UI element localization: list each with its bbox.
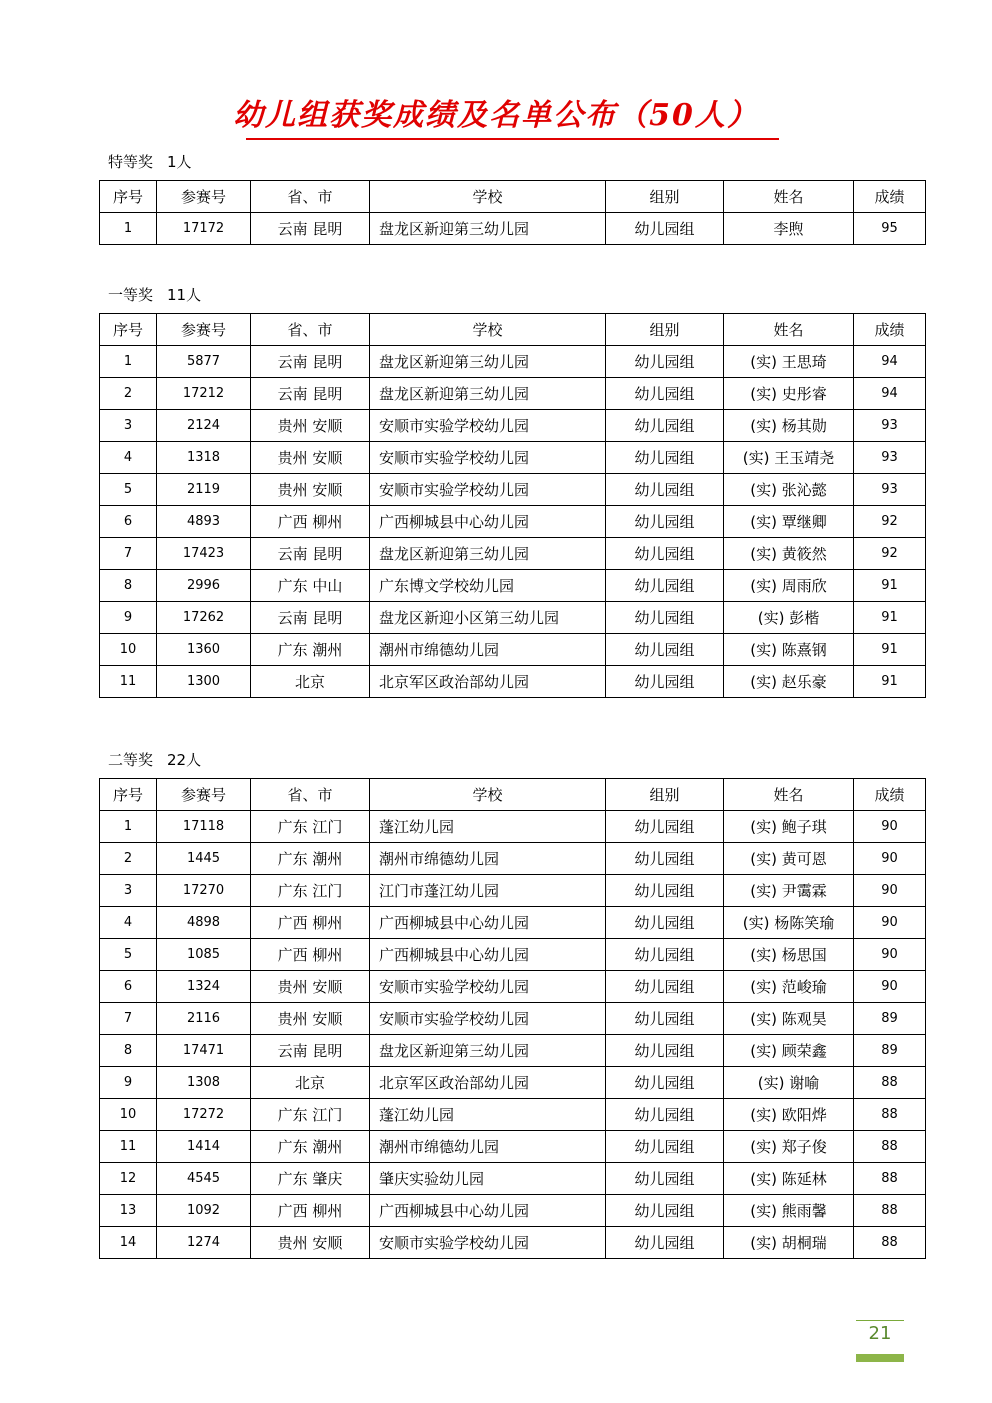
- table-cell: (实) 顾荣鑫: [724, 1035, 854, 1067]
- table-cell: 云南 昆明: [251, 346, 370, 378]
- table-cell: 幼儿园组: [606, 213, 724, 245]
- table-cell: 江门市蓬江幼儿园: [370, 875, 606, 907]
- table-cell: 安顺市实验学校幼儿园: [370, 971, 606, 1003]
- table-cell: 广东 中山: [251, 570, 370, 602]
- table-cell: (实) 陈观昊: [724, 1003, 854, 1035]
- table-row: [100, 1163, 926, 1195]
- table-cell: 17172: [157, 213, 251, 245]
- table-row: [100, 1067, 926, 1099]
- table-row: [100, 843, 926, 875]
- table-cell: 12: [100, 1163, 157, 1195]
- column-header: 姓名: [724, 779, 854, 811]
- table-cell: 幼儿园组: [606, 1099, 724, 1131]
- column-header: 学校: [370, 779, 606, 811]
- table-cell: 92: [854, 506, 926, 538]
- table-cell: 4898: [157, 907, 251, 939]
- table-row: [100, 939, 926, 971]
- table-cell: 广西柳城县中心幼儿园: [370, 1195, 606, 1227]
- column-header: 序号: [100, 181, 157, 213]
- table-cell: 贵州 安顺: [251, 410, 370, 442]
- table-cell: 4: [100, 907, 157, 939]
- column-header: 组别: [606, 779, 724, 811]
- table-cell: 17212: [157, 378, 251, 410]
- table-cell: 3: [100, 875, 157, 907]
- table-cell: 17272: [157, 1099, 251, 1131]
- table-cell: 88: [854, 1099, 926, 1131]
- table-cell: 广东 江门: [251, 1099, 370, 1131]
- column-header: 成绩: [854, 779, 926, 811]
- table-cell: 14: [100, 1227, 157, 1259]
- table-cell: 94: [854, 346, 926, 378]
- column-header: 成绩: [854, 314, 926, 346]
- table-row: [100, 875, 926, 907]
- table-cell: 幼儿园组: [606, 410, 724, 442]
- table-cell: 1445: [157, 843, 251, 875]
- table-row: [100, 506, 926, 538]
- table-cell: 88: [854, 1195, 926, 1227]
- table-cell: 广西 柳州: [251, 907, 370, 939]
- table-cell: 盘龙区新迎第三幼儿园: [370, 538, 606, 570]
- page-number: 21: [868, 1323, 892, 1344]
- table-cell: 幼儿园组: [606, 1003, 724, 1035]
- table-cell: (实) 范峻瑜: [724, 971, 854, 1003]
- table-row: [100, 666, 926, 698]
- table-cell: (实) 欧阳烨: [724, 1099, 854, 1131]
- table-cell: 17270: [157, 875, 251, 907]
- table-cell: (实) 杨思国: [724, 939, 854, 971]
- table-cell: 盘龙区新迎第三幼儿园: [370, 378, 606, 410]
- table-cell: 幼儿园组: [606, 971, 724, 1003]
- table-cell: 1: [100, 213, 157, 245]
- table-cell: 6: [100, 971, 157, 1003]
- table-cell: 幼儿园组: [606, 1035, 724, 1067]
- page-title: 幼儿组获奖成绩及名单公布（50人）: [233, 98, 759, 133]
- table-cell: 潮州市绵德幼儿园: [370, 1131, 606, 1163]
- table-header-row: [100, 779, 926, 811]
- table-cell: 幼儿园组: [606, 939, 724, 971]
- table-cell: (实) 覃继卿: [724, 506, 854, 538]
- table-row: [100, 1195, 926, 1227]
- table-cell: 北京: [251, 1067, 370, 1099]
- table-cell: 贵州 安顺: [251, 1003, 370, 1035]
- table-cell: 6: [100, 506, 157, 538]
- table-cell: (实) 杨其勋: [724, 410, 854, 442]
- table-cell: 云南 昆明: [251, 378, 370, 410]
- table-cell: 幼儿园组: [606, 875, 724, 907]
- table-row: [100, 907, 926, 939]
- table-cell: 幼儿园组: [606, 442, 724, 474]
- table-cell: (实) 杨陈笑瑜: [724, 907, 854, 939]
- table-cell: 安顺市实验学校幼儿园: [370, 410, 606, 442]
- table-cell: 贵州 安顺: [251, 971, 370, 1003]
- table-cell: 贵州 安顺: [251, 442, 370, 474]
- table-cell: 91: [854, 634, 926, 666]
- table-cell: 广西柳城县中心幼儿园: [370, 907, 606, 939]
- section-label: [108, 285, 201, 305]
- table-row: [100, 971, 926, 1003]
- table-cell: 8: [100, 1035, 157, 1067]
- table-cell: 幼儿园组: [606, 506, 724, 538]
- table-cell: 92: [854, 538, 926, 570]
- column-header: 学校: [370, 181, 606, 213]
- table-cell: 幼儿园组: [606, 666, 724, 698]
- table-cell: 90: [854, 939, 926, 971]
- table-cell: 2: [100, 843, 157, 875]
- table-cell: 2: [100, 378, 157, 410]
- award-level: 二等奖: [108, 751, 154, 769]
- table-cell: (实) 黄可恩: [724, 843, 854, 875]
- table-cell: 云南 昆明: [251, 1035, 370, 1067]
- award-level: 特等奖: [108, 153, 154, 171]
- table-cell: 17262: [157, 602, 251, 634]
- table-cell: 幼儿园组: [606, 907, 724, 939]
- table-cell: 94: [854, 378, 926, 410]
- column-header: 组别: [606, 181, 724, 213]
- table-cell: 13: [100, 1195, 157, 1227]
- table-cell: (实) 谢喻: [724, 1067, 854, 1099]
- table-cell: 11: [100, 666, 157, 698]
- table-cell: 5: [100, 939, 157, 971]
- table-cell: 17118: [157, 811, 251, 843]
- award-table: [99, 313, 926, 698]
- table-cell: 91: [854, 666, 926, 698]
- column-header: 序号: [100, 779, 157, 811]
- table-cell: 17423: [157, 538, 251, 570]
- table-cell: 91: [854, 602, 926, 634]
- table-cell: 幼儿园组: [606, 1067, 724, 1099]
- table-cell: 90: [854, 811, 926, 843]
- table-cell: 幼儿园组: [606, 346, 724, 378]
- page-number-bar: [856, 1354, 904, 1362]
- table-cell: 北京: [251, 666, 370, 698]
- table-cell: (实) 史彤睿: [724, 378, 854, 410]
- table-cell: 5877: [157, 346, 251, 378]
- table-cell: (实) 尹霭霖: [724, 875, 854, 907]
- table-row: [100, 538, 926, 570]
- table-cell: 幼儿园组: [606, 378, 724, 410]
- table-cell: 安顺市实验学校幼儿园: [370, 442, 606, 474]
- table-cell: 93: [854, 474, 926, 506]
- table-cell: 2124: [157, 410, 251, 442]
- table-cell: (实) 陈延林: [724, 1163, 854, 1195]
- table-cell: 11: [100, 1131, 157, 1163]
- table-cell: 90: [854, 907, 926, 939]
- column-header: 姓名: [724, 314, 854, 346]
- table-cell: 蓬江幼儿园: [370, 1099, 606, 1131]
- table-cell: 1085: [157, 939, 251, 971]
- table-cell: (实) 王思琦: [724, 346, 854, 378]
- table-cell: 幼儿园组: [606, 1227, 724, 1259]
- table-cell: 9: [100, 602, 157, 634]
- column-header: 参赛号: [157, 181, 251, 213]
- column-header: 成绩: [854, 181, 926, 213]
- table-cell: (实) 胡桐瑞: [724, 1227, 854, 1259]
- table-cell: 蓬江幼儿园: [370, 811, 606, 843]
- table-row: [100, 602, 926, 634]
- table-cell: 安顺市实验学校幼儿园: [370, 474, 606, 506]
- table-cell: 幼儿园组: [606, 1163, 724, 1195]
- table-cell: (实) 张沁懿: [724, 474, 854, 506]
- table-cell: 广西 柳州: [251, 506, 370, 538]
- table-cell: 广东 潮州: [251, 634, 370, 666]
- table-row: [100, 213, 926, 245]
- table-cell: 广东博文学校幼儿园: [370, 570, 606, 602]
- table-cell: 1: [100, 346, 157, 378]
- table-cell: 95: [854, 213, 926, 245]
- column-header: 组别: [606, 314, 724, 346]
- table-cell: (实) 彭楷: [724, 602, 854, 634]
- column-header: 省、市: [251, 779, 370, 811]
- table-cell: 幼儿园组: [606, 811, 724, 843]
- table-cell: 肇庆实验幼儿园: [370, 1163, 606, 1195]
- column-header: 省、市: [251, 314, 370, 346]
- table-cell: (实) 黄筱然: [724, 538, 854, 570]
- table-cell: 1300: [157, 666, 251, 698]
- table-cell: 4: [100, 442, 157, 474]
- table-cell: 盘龙区新迎小区第三幼儿园: [370, 602, 606, 634]
- table-cell: 潮州市绵德幼儿园: [370, 843, 606, 875]
- table-cell: 4545: [157, 1163, 251, 1195]
- table-row: [100, 570, 926, 602]
- table-cell: 93: [854, 410, 926, 442]
- table-cell: 90: [854, 843, 926, 875]
- table-cell: (实) 鲍子琪: [724, 811, 854, 843]
- table-cell: 2116: [157, 1003, 251, 1035]
- award-count: 22人: [167, 751, 202, 769]
- table-cell: 90: [854, 971, 926, 1003]
- table-cell: 7: [100, 538, 157, 570]
- table-cell: 盘龙区新迎第三幼儿园: [370, 213, 606, 245]
- table-cell: 北京军区政治部幼儿园: [370, 1067, 606, 1099]
- page-number-top-line: [856, 1320, 904, 1321]
- table-cell: 幼儿园组: [606, 1131, 724, 1163]
- table-cell: 安顺市实验学校幼儿园: [370, 1003, 606, 1035]
- table-row: [100, 1131, 926, 1163]
- table-cell: 88: [854, 1131, 926, 1163]
- table-cell: 1324: [157, 971, 251, 1003]
- table-cell: (实) 郑子俊: [724, 1131, 854, 1163]
- table-cell: 幼儿园组: [606, 538, 724, 570]
- table-cell: 90: [854, 875, 926, 907]
- table-cell: 10: [100, 634, 157, 666]
- table-cell: 幼儿园组: [606, 634, 724, 666]
- table-cell: 潮州市绵德幼儿园: [370, 634, 606, 666]
- table-cell: 93: [854, 442, 926, 474]
- table-cell: 1092: [157, 1195, 251, 1227]
- table-cell: 云南 昆明: [251, 602, 370, 634]
- award-table: [99, 778, 926, 1259]
- column-header: 参赛号: [157, 314, 251, 346]
- table-cell: (实) 赵乐豪: [724, 666, 854, 698]
- table-cell: (实) 周雨欣: [724, 570, 854, 602]
- table-row: [100, 811, 926, 843]
- table-cell: 广西 柳州: [251, 1195, 370, 1227]
- table-cell: 广东 江门: [251, 875, 370, 907]
- table-row: [100, 442, 926, 474]
- table-cell: (实) 王玉靖尧: [724, 442, 854, 474]
- table-cell: 李煦: [724, 213, 854, 245]
- table-cell: 广西柳城县中心幼儿园: [370, 506, 606, 538]
- table-cell: 88: [854, 1067, 926, 1099]
- table-cell: 1414: [157, 1131, 251, 1163]
- column-header: 姓名: [724, 181, 854, 213]
- table-header-row: [100, 314, 926, 346]
- table-cell: 10: [100, 1099, 157, 1131]
- table-cell: (实) 熊雨馨: [724, 1195, 854, 1227]
- award-table: [99, 180, 926, 245]
- table-cell: 幼儿园组: [606, 843, 724, 875]
- table-row: [100, 1003, 926, 1035]
- table-cell: 2996: [157, 570, 251, 602]
- table-row: [100, 410, 926, 442]
- table-cell: 贵州 安顺: [251, 1227, 370, 1259]
- table-cell: (实) 陈熹钢: [724, 634, 854, 666]
- table-cell: 9: [100, 1067, 157, 1099]
- table-header-row: [100, 181, 926, 213]
- column-header: 参赛号: [157, 779, 251, 811]
- table-cell: 7: [100, 1003, 157, 1035]
- table-cell: 广东 肇庆: [251, 1163, 370, 1195]
- table-row: [100, 1035, 926, 1067]
- table-cell: 8: [100, 570, 157, 602]
- table-cell: 17471: [157, 1035, 251, 1067]
- table-row: [100, 1227, 926, 1259]
- section-label: [108, 750, 201, 770]
- table-cell: 广东 潮州: [251, 843, 370, 875]
- table-cell: 幼儿园组: [606, 570, 724, 602]
- table-cell: 89: [854, 1003, 926, 1035]
- table-cell: 云南 昆明: [251, 538, 370, 570]
- table-cell: 4893: [157, 506, 251, 538]
- table-cell: 1318: [157, 442, 251, 474]
- award-level: 一等奖: [108, 286, 154, 304]
- column-header: 省、市: [251, 181, 370, 213]
- award-count: 11人: [167, 286, 202, 304]
- table-cell: 3: [100, 410, 157, 442]
- table-cell: 1274: [157, 1227, 251, 1259]
- table-row: [100, 378, 926, 410]
- table-cell: 广东 潮州: [251, 1131, 370, 1163]
- column-header: 学校: [370, 314, 606, 346]
- table-cell: 88: [854, 1227, 926, 1259]
- table-cell: 幼儿园组: [606, 474, 724, 506]
- table-cell: 2119: [157, 474, 251, 506]
- table-cell: 1308: [157, 1067, 251, 1099]
- table-cell: 5: [100, 474, 157, 506]
- table-row: [100, 1099, 926, 1131]
- table-cell: 88: [854, 1163, 926, 1195]
- table-cell: 安顺市实验学校幼儿园: [370, 1227, 606, 1259]
- title-underline: [246, 138, 779, 140]
- table-cell: 广东 江门: [251, 811, 370, 843]
- table-cell: 盘龙区新迎第三幼儿园: [370, 346, 606, 378]
- award-count: 1人: [167, 153, 192, 171]
- table-cell: 云南 昆明: [251, 213, 370, 245]
- table-cell: 广西柳城县中心幼儿园: [370, 939, 606, 971]
- table-cell: 91: [854, 570, 926, 602]
- table-cell: 89: [854, 1035, 926, 1067]
- table-cell: 广西 柳州: [251, 939, 370, 971]
- table-cell: 幼儿园组: [606, 1195, 724, 1227]
- table-cell: 1360: [157, 634, 251, 666]
- table-row: [100, 474, 926, 506]
- table-cell: 贵州 安顺: [251, 474, 370, 506]
- table-cell: 盘龙区新迎第三幼儿园: [370, 1035, 606, 1067]
- table-row: [100, 346, 926, 378]
- table-cell: 北京军区政治部幼儿园: [370, 666, 606, 698]
- table-row: [100, 634, 926, 666]
- column-header: 序号: [100, 314, 157, 346]
- table-cell: 1: [100, 811, 157, 843]
- table-cell: 幼儿园组: [606, 602, 724, 634]
- section-label: [108, 152, 192, 172]
